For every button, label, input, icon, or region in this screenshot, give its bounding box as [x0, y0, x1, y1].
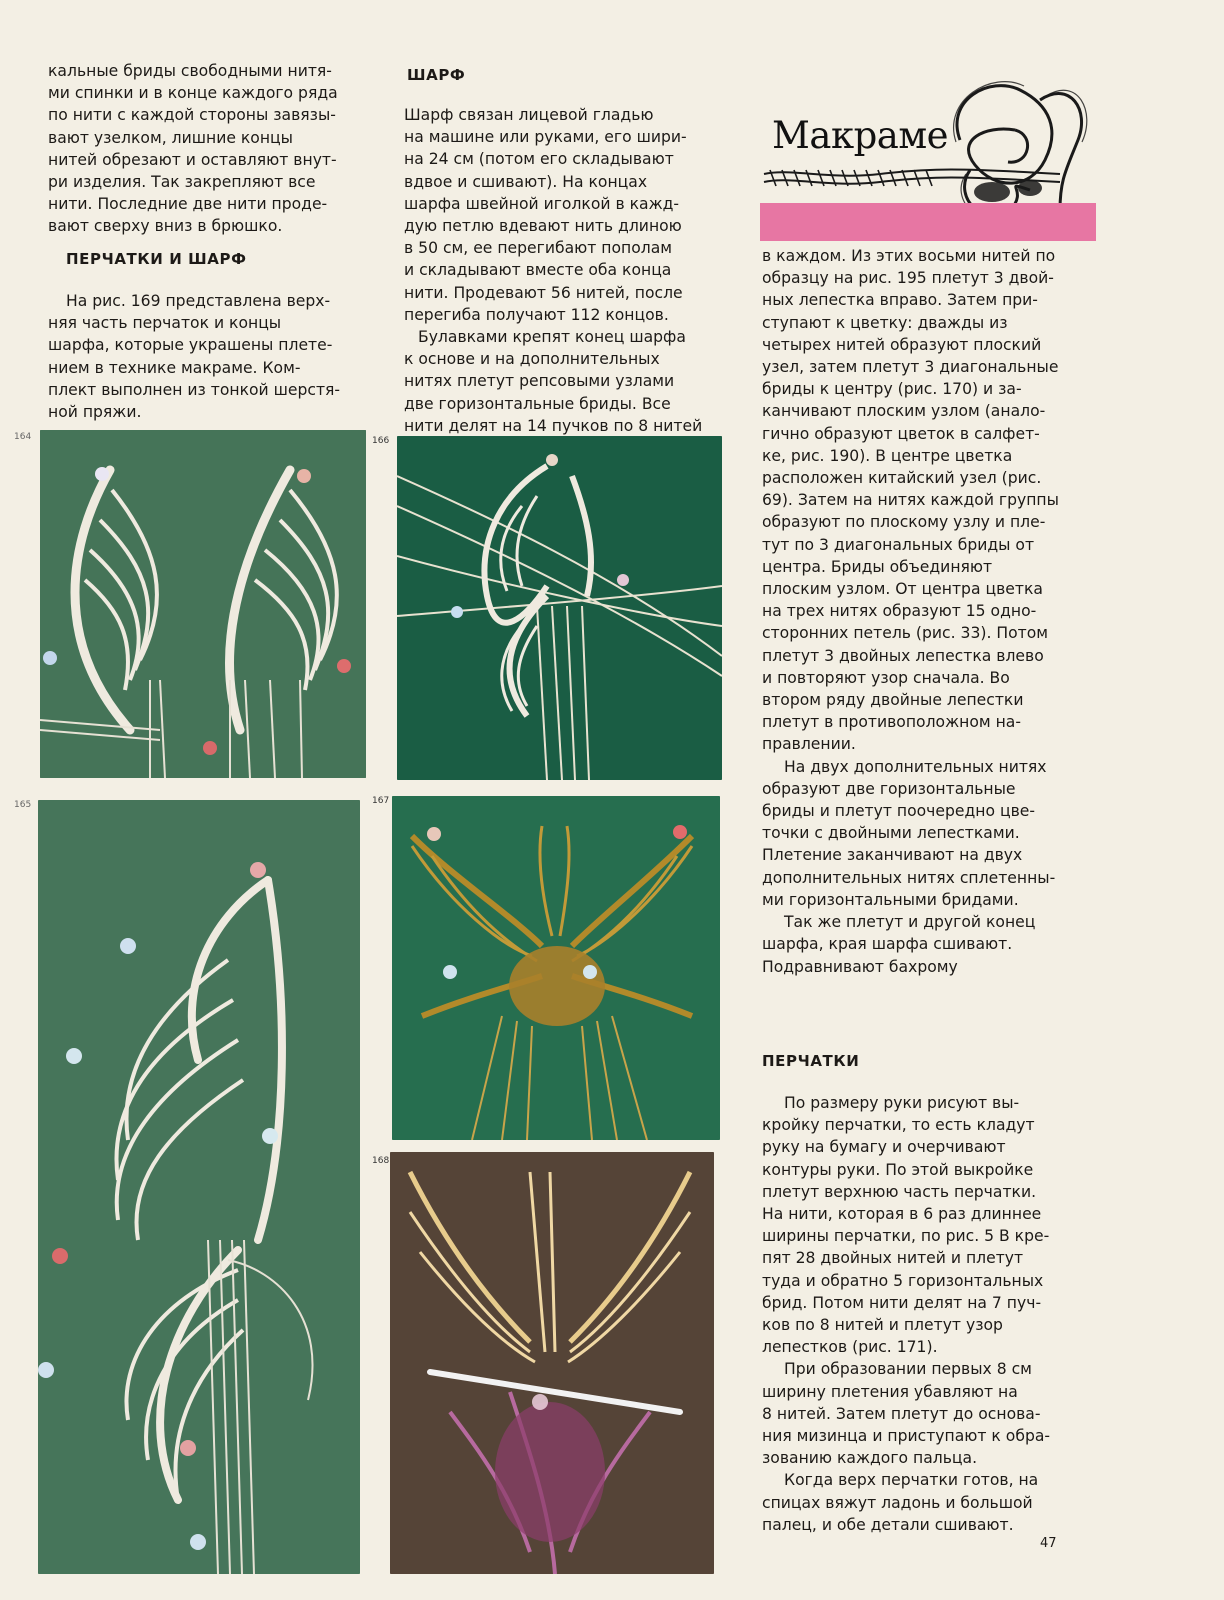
text-line: зованию каждого пальца.	[762, 1449, 978, 1468]
text-line: Булавками крепят конец шарфа	[418, 328, 686, 347]
text-line: к основе и на дополнительных	[404, 350, 660, 369]
text-line: в каждом. Из этих восьми нитей по	[762, 247, 1056, 265]
column-3-gloves-text	[762, 1092, 1094, 1536]
text-line: гично образуют цветок в салфет-	[762, 424, 1040, 443]
text-line: ми спинки и в конце каждого ряда	[48, 84, 338, 103]
text-line: пят 28 двойных нитей и плетут	[762, 1249, 1024, 1268]
column-3-text	[762, 245, 1094, 978]
text-line: сторонних петель (рис. 33). Потом	[762, 624, 1049, 643]
text-line: палец, и обе детали сшивают.	[762, 1515, 1014, 1534]
text-line: нитях плетут репсовыми узлами	[404, 372, 675, 391]
page-number: 47	[1040, 1536, 1057, 1551]
text-line: вают сверху вниз в брюшко.	[48, 217, 283, 236]
text-line: образуют две горизонтальные	[762, 779, 1016, 798]
section-masthead	[760, 70, 1100, 255]
text-line: кройку перчатки, то есть кладут	[762, 1116, 1035, 1135]
masthead-pink-band	[760, 203, 1096, 241]
photo-figure-168	[390, 1152, 714, 1574]
text-line: руку на бумагу и очерчивают	[762, 1138, 1006, 1157]
text-line: ступают к цветку: дважды из	[762, 313, 1008, 332]
text-line: центра. Бриды объединяют	[762, 557, 993, 576]
masthead-title: Макраме	[772, 114, 948, 157]
text-line: Плетение заканчивают на двух	[762, 846, 1023, 865]
text-line: бриды и плетут поочередно цве-	[762, 802, 1035, 821]
text-line: ми горизонтальными бридами.	[762, 890, 1019, 909]
figure-number-166: 166	[372, 436, 390, 446]
photo-figure-164	[40, 430, 366, 778]
text-line: точки с двойными лепестками.	[762, 824, 1020, 843]
figure-number-165: 165	[14, 800, 32, 810]
text-line: шарфа, края шарфа сшивают.	[762, 935, 1013, 954]
text-line: На двух дополнительных нитях	[784, 757, 1047, 776]
text-line: ке, рис. 190). В центре цветка	[762, 446, 1013, 465]
photo-figure-167	[392, 796, 720, 1140]
text-line: На нити, которая в 6 раз длиннее	[762, 1205, 1042, 1224]
text-line: вают узелком, лишние концы	[48, 128, 293, 147]
text-line: Когда верх перчатки готов, на	[784, 1471, 1039, 1490]
text-line: на 24 см (потом его складывают	[404, 150, 674, 169]
text-line: плоским узлом. От центра цветка	[762, 580, 1043, 599]
text-line: При образовании первых 8 см	[784, 1360, 1032, 1379]
text-line: плект выполнен из тонкой шерстя-	[48, 380, 341, 399]
text-line: дополнительных нитях сплетенны-	[762, 868, 1056, 887]
text-line: шарфа, которые украшены плете-	[48, 336, 333, 355]
column-1-intro	[48, 290, 371, 423]
text-line: шарфа швейной иголкой в кажд-	[404, 194, 680, 213]
text-line: и складывают вместе оба конца	[404, 261, 672, 280]
text-line: четырех нитей образуют плоский	[762, 335, 1042, 354]
text-line: ных лепестка вправо. Затем при-	[762, 291, 1038, 310]
text-line: спицах вяжут ладонь и большой	[762, 1493, 1033, 1512]
photo-figure-166	[397, 436, 722, 780]
figure-number-168: 168	[372, 1156, 390, 1166]
section-heading-scarf: ШАРФ	[407, 66, 466, 84]
text-line: нити. Последние две нити проде-	[48, 195, 328, 214]
text-line: 8 нитей. Затем плетут до основа-	[762, 1404, 1041, 1423]
text-line: на трех нитях образуют 15 одно-	[762, 602, 1037, 621]
text-line: нити. Продевают 56 нитей, после	[404, 283, 683, 302]
text-line: бриды к центру (рис. 170) и за-	[762, 380, 1022, 399]
text-line: брид. Потом нити делят на 7 пуч-	[762, 1293, 1042, 1312]
figure-number-164: 164	[14, 432, 32, 442]
text-line: ния мизинца и приступают к обра-	[762, 1427, 1051, 1446]
text-line: образцу на рис. 195 плетут 3 двой-	[762, 269, 1054, 288]
text-line: тут по 3 диагональных бриды от	[762, 535, 1035, 554]
text-line: Шарф связан лицевой гладью	[404, 106, 654, 124]
text-line: по нити с каждой стороны завязы-	[48, 106, 336, 125]
section-heading-gloves-and-scarf: ПЕРЧАТКИ И ШАРФ	[66, 250, 247, 268]
text-line: ширину плетения убавляют на	[762, 1382, 1018, 1401]
text-line: няя часть перчаток и концы	[48, 314, 282, 333]
text-line: 69). Затем на нитях каждой группы	[762, 491, 1059, 510]
text-line: дую петлю вдевают нить длиною	[404, 217, 682, 236]
figure-number-167: 167	[372, 796, 390, 806]
text-line: туда и обратно 5 горизонтальных	[762, 1271, 1044, 1290]
text-line: нитей обрезают и оставляют внут-	[48, 150, 337, 169]
section-heading-gloves: ПЕРЧАТКИ	[762, 1052, 860, 1070]
text-line: вдвое и сшивают). На концах	[404, 172, 648, 191]
text-line: перегиба получают 112 концов.	[404, 305, 669, 324]
text-line: плетут в противоположном на-	[762, 713, 1021, 732]
text-line: контуры руки. По этой выкройке	[762, 1160, 1034, 1179]
text-line: плетут 3 двойных лепестка влево	[762, 646, 1044, 665]
text-line: нити делят на 14 пучков по 8 нитей	[404, 416, 703, 435]
column-1-top	[48, 60, 371, 238]
photo-figure-165	[38, 800, 360, 1574]
text-line: канчивают плоским узлом (анало-	[762, 402, 1046, 421]
text-line: лепестков (рис. 171).	[762, 1338, 938, 1357]
text-line: плетут верхнюю часть перчатки.	[762, 1182, 1037, 1201]
text-line: правлении.	[762, 735, 856, 754]
text-line: расположен китайский узел (рис.	[762, 469, 1042, 488]
text-line: Так же плетут и другой конец	[784, 913, 1036, 932]
text-line: на машине или руками, его шири-	[404, 128, 687, 147]
text-line: кальные бриды свободными нитя-	[48, 62, 332, 80]
text-line: ной пряжи.	[48, 403, 142, 422]
text-line: образуют по плоскому узлу и пле-	[762, 513, 1046, 532]
text-line: Подравнивают бахрому	[762, 957, 958, 976]
text-line: две горизонтальные бриды. Все	[404, 394, 671, 413]
text-line: ков по 8 нитей и плетут узор	[762, 1316, 1003, 1335]
text-line: ширины перчатки, по рис. 5 В кре-	[762, 1227, 1050, 1246]
text-line: ри изделия. Так закрепляют все	[48, 173, 316, 192]
text-line: в 50 см, ее перегибают пополам	[404, 239, 673, 258]
text-line: На рис. 169 представлена верх-	[66, 292, 331, 310]
text-line: узел, затем плетут 3 диагональные	[762, 358, 1059, 377]
text-line: и повторяют узор сначала. Во	[762, 668, 1010, 687]
text-line: По размеру руки рисуют вы-	[784, 1094, 1020, 1112]
text-line: втором ряду двойные лепестки	[762, 691, 1024, 710]
column-2-text	[404, 104, 734, 437]
text-line: нием в технике макраме. Ком-	[48, 358, 301, 377]
